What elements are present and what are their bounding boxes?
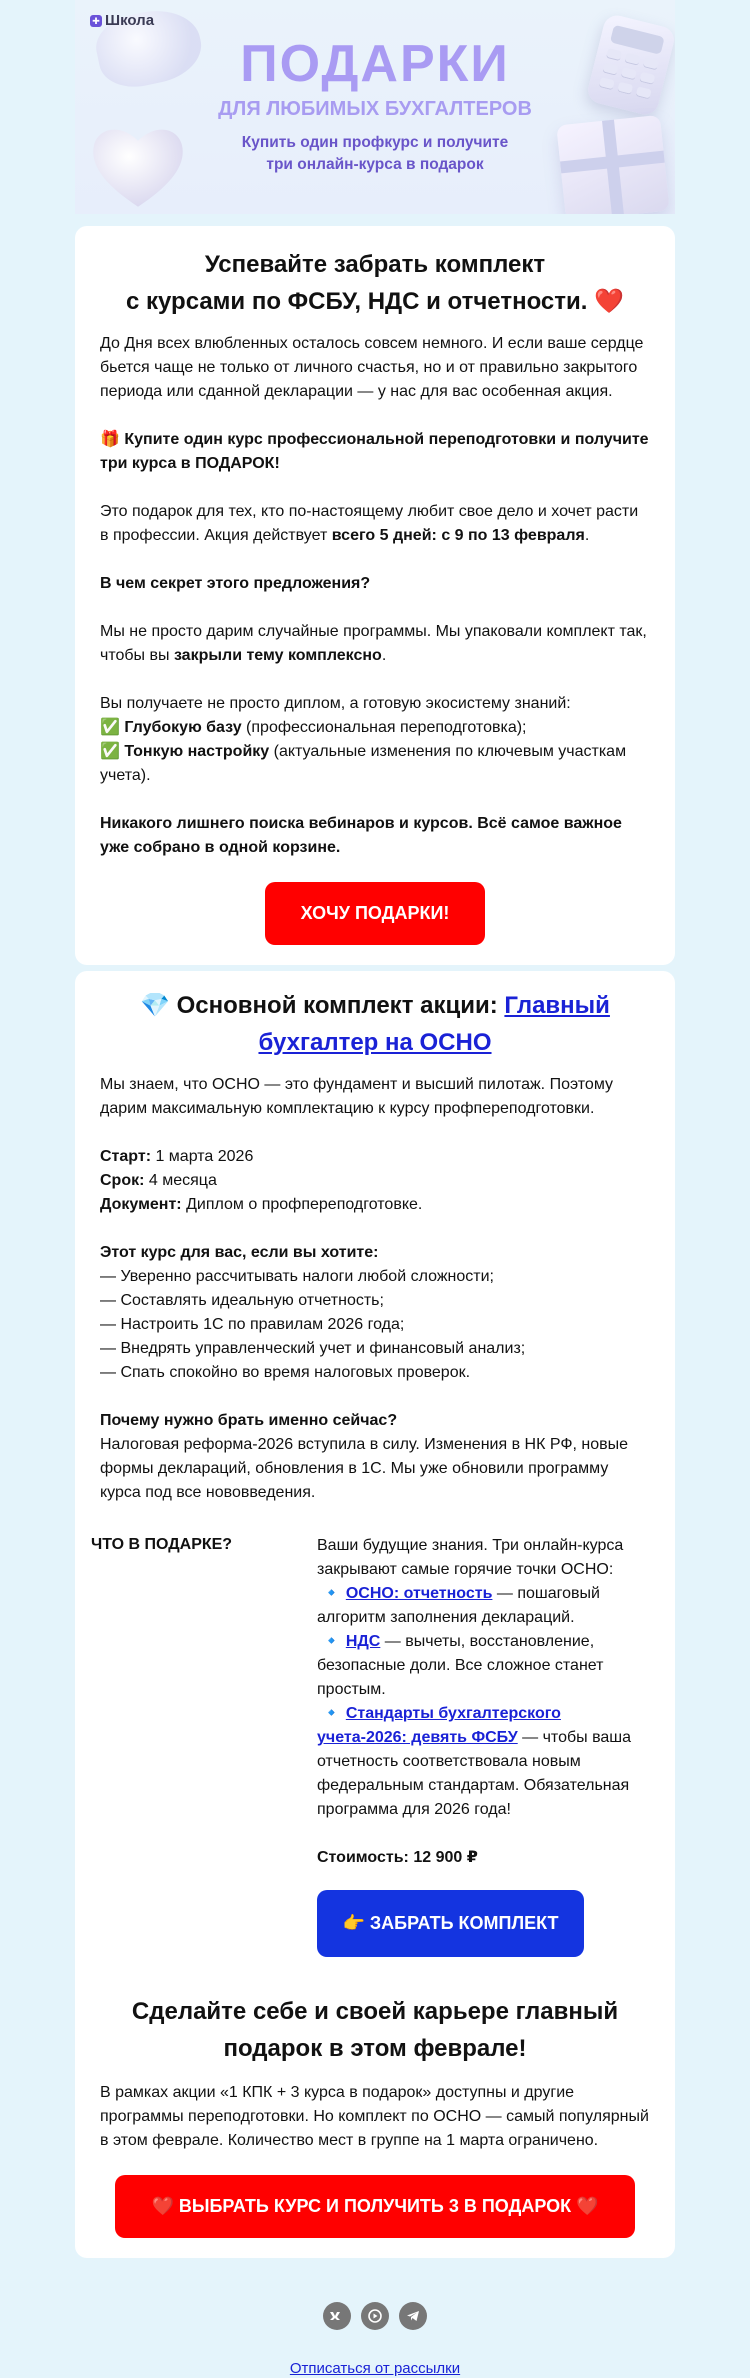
blue-diamond-icon: 🔹 — [321, 1633, 342, 1650]
course-details: Старт: 1 марта 2026 Срок: 4 месяца Документ: Диплом о профпереподготовке. — [100, 1148, 423, 1213]
gift-details: Ваши будущие знания. Три онлайн-курса закрывают самые горячие точки ОСНО: 🔹 ОСНО: отчетность — пошаговый алгоритм заполнения деклараций. 🔹 НДС — вычеты, восстановление, безопасные доли. Все сложное станет простым. 🔹 Стандарты бухгалтерского учета-2026: девять ФСБУ — чтобы ваша отчетность соответствовала новым федеральным стандартам. Обязательная программа для 2026 года! Стоимость: 12 900 ₽ 👉 ЗАБРАТЬ КОМПЛЕКТ — [317, 1513, 650, 1957]
final-text: В рамках акции «1 КПК + 3 курса в подарок» доступны и другие программы переподготовки. Но комплект по ОСНО — самый популярный в этом феврале. Количество мест в группе на 1 марта ограничено. — [100, 2084, 649, 2149]
blue-diamond-icon: 🔹 — [321, 1705, 342, 1722]
want-gifts-button[interactable]: ХОЧУ ПОДАРКИ! — [265, 882, 485, 945]
telegram-icon[interactable] — [399, 2302, 427, 2330]
banner-subtitle: ДЛЯ ЛЮБИМЫХ БУХГАЛТЕРОВ — [218, 98, 532, 120]
youtube-icon[interactable] — [361, 2302, 389, 2330]
list-item: — Спать спокойно во время налоговых проверок. — [100, 1364, 471, 1381]
why-now-section: Почему нужно брать именно сейчас? Налоговая реформа-2026 вступила в силу. Изменения в НК РФ, новые формы деклараций, обновления в 1С. Мы уже обновили программу курса под все нововведения. — [100, 1412, 629, 1501]
list-item: — Составлять идеальную отчетность; — [100, 1292, 384, 1309]
logo-icon: ✚ — [90, 15, 102, 27]
gift-section — [91, 1513, 650, 1957]
main-intro-text: Мы знаем, что ОСНО — это фундамент и высший пилотаж. Поэтому дарим максимальную комплектацию к курсу профпереподготовки. — [100, 1076, 613, 1117]
course-for-list: Этот курс для вас, если вы хотите: — Уверенно рассчитывать налоги любой сложности; — Составлять идеальную отчетность; — Настроить 1С по правилам 2026 года; — Внедрять управленческий учет и финансовый анализ; — Спать спокойно во время налоговых проверок. — [100, 1241, 650, 1385]
intro-title — [100, 246, 650, 320]
secret-heading: В чем секрет этого предложения? — [100, 575, 371, 592]
main-offer-title: 💎 Основной комплект акции: Главный бухгалтер на ОСНО — [140, 992, 610, 1056]
banner-title: ПОДАРКИ — [240, 35, 510, 93]
unsubscribe-link[interactable]: Отписаться от рассылки — [289, 2360, 461, 2377]
check-icon: ✅ — [100, 719, 125, 736]
get-bundle-button[interactable]: 👉 ЗАБРАТЬ КОМПЛЕКТ — [317, 1890, 584, 1957]
email-container — [75, 0, 675, 2377]
list-item: — Внедрять управленческий учет и финансовый анализ; — [100, 1340, 526, 1357]
intro-title-line: Успевайте забрать комплект — [204, 251, 546, 278]
osno-course-link[interactable]: Главный бухгалтер на ОСНО — [258, 992, 610, 1056]
list-item: — Настроить 1С по правилам 2026 года; — [100, 1316, 405, 1333]
gift-item: 🔹 Стандарты бухгалтерского учета-2026: девять ФСБУ — чтобы ваша отчетность соответствовала новым федеральным стандартам. Обязательная программа для 2026 года! — [317, 1705, 632, 1818]
footer — [75, 2258, 675, 2377]
complex-text: Мы не просто дарим случайные программы. Мы упаковали комплект так, чтобы вы закрыли тему комплексно. — [100, 623, 647, 664]
final-title: Сделайте себе и своей карьере главный подарок в этом феврале! — [131, 1998, 619, 2062]
fsbu-standards-link[interactable]: Стандарты бухгалтерского учета-2026: девять ФСБУ — [317, 1705, 561, 1746]
price-text: Стоимость: 12 900 ₽ — [317, 1849, 478, 1866]
ecosystem-list: Вы получаете не просто диплом, а готовую экосистему знаний: ✅ Глубокую базу (профессиональная переподготовка); ✅ Тонкую настройку (актуальные изменения по ключевым участкам учета). — [100, 695, 627, 784]
vat-link[interactable]: НДС — [345, 1633, 381, 1650]
list-item: — Уверенно рассчитывать налоги любой сложности; — [100, 1268, 494, 1285]
check-icon: ✅ — [100, 743, 125, 760]
logo-text: Школа — [105, 12, 155, 29]
banner-offer-line: Купить один профкурс и получите — [241, 134, 509, 151]
vk-icon[interactable] — [323, 2302, 351, 2330]
osno-reporting-link[interactable]: ОСНО: отчетность — [345, 1585, 493, 1602]
no-search-text: Никакого лишнего поиска вебинаров и курсов. Всё самое важное уже собрано в одной корзине. — [100, 815, 622, 856]
promo-period-text: Это подарок для тех, кто по-настоящему любит свое дело и хочет расти в профессии. Акция действует всего 5 дней: с 9 по 13 февраля. — [100, 503, 639, 544]
gift-label: ЧТО В ПОДАРКЕ? — [91, 1536, 233, 1553]
gift-item: 🔹 ОСНО: отчетность — пошаговый алгоритм заполнения деклараций. — [317, 1585, 600, 1626]
gift-offer-text: 🎁 Купите один курс профессиональной переподготовки и получите три курса в ПОДАРОК! — [100, 431, 649, 472]
social-links — [75, 2302, 675, 2330]
intro-paragraph: До Дня всех влюбленных осталось совсем немного. И если ваше сердце бьется чаще не только от личного счастья, но и от правильно закрытого периода или сданной декларации — у нас для вас особенная акция. — [100, 335, 644, 400]
choose-course-button[interactable]: ❤️ ВЫБРАТЬ КУРС И ПОЛУЧИТЬ 3 В ПОДАРОК ❤️ — [115, 2175, 635, 2238]
promo-banner[interactable] — [75, 0, 675, 214]
gift-item: 🔹 НДС — вычеты, восстановление, безопасные доли. Все сложное станет простым. — [317, 1633, 604, 1698]
blue-diamond-icon: 🔹 — [321, 1585, 342, 1602]
school-logo — [90, 12, 154, 29]
main-offer-card — [75, 971, 675, 2258]
intro-card — [75, 226, 675, 965]
banner-offer — [75, 132, 675, 176]
intro-title-line: с курсами по ФСБУ, НДС и отчетности. ❤️ — [125, 288, 625, 315]
banner-offer-line: три онлайн-курса в подарок — [266, 156, 484, 173]
